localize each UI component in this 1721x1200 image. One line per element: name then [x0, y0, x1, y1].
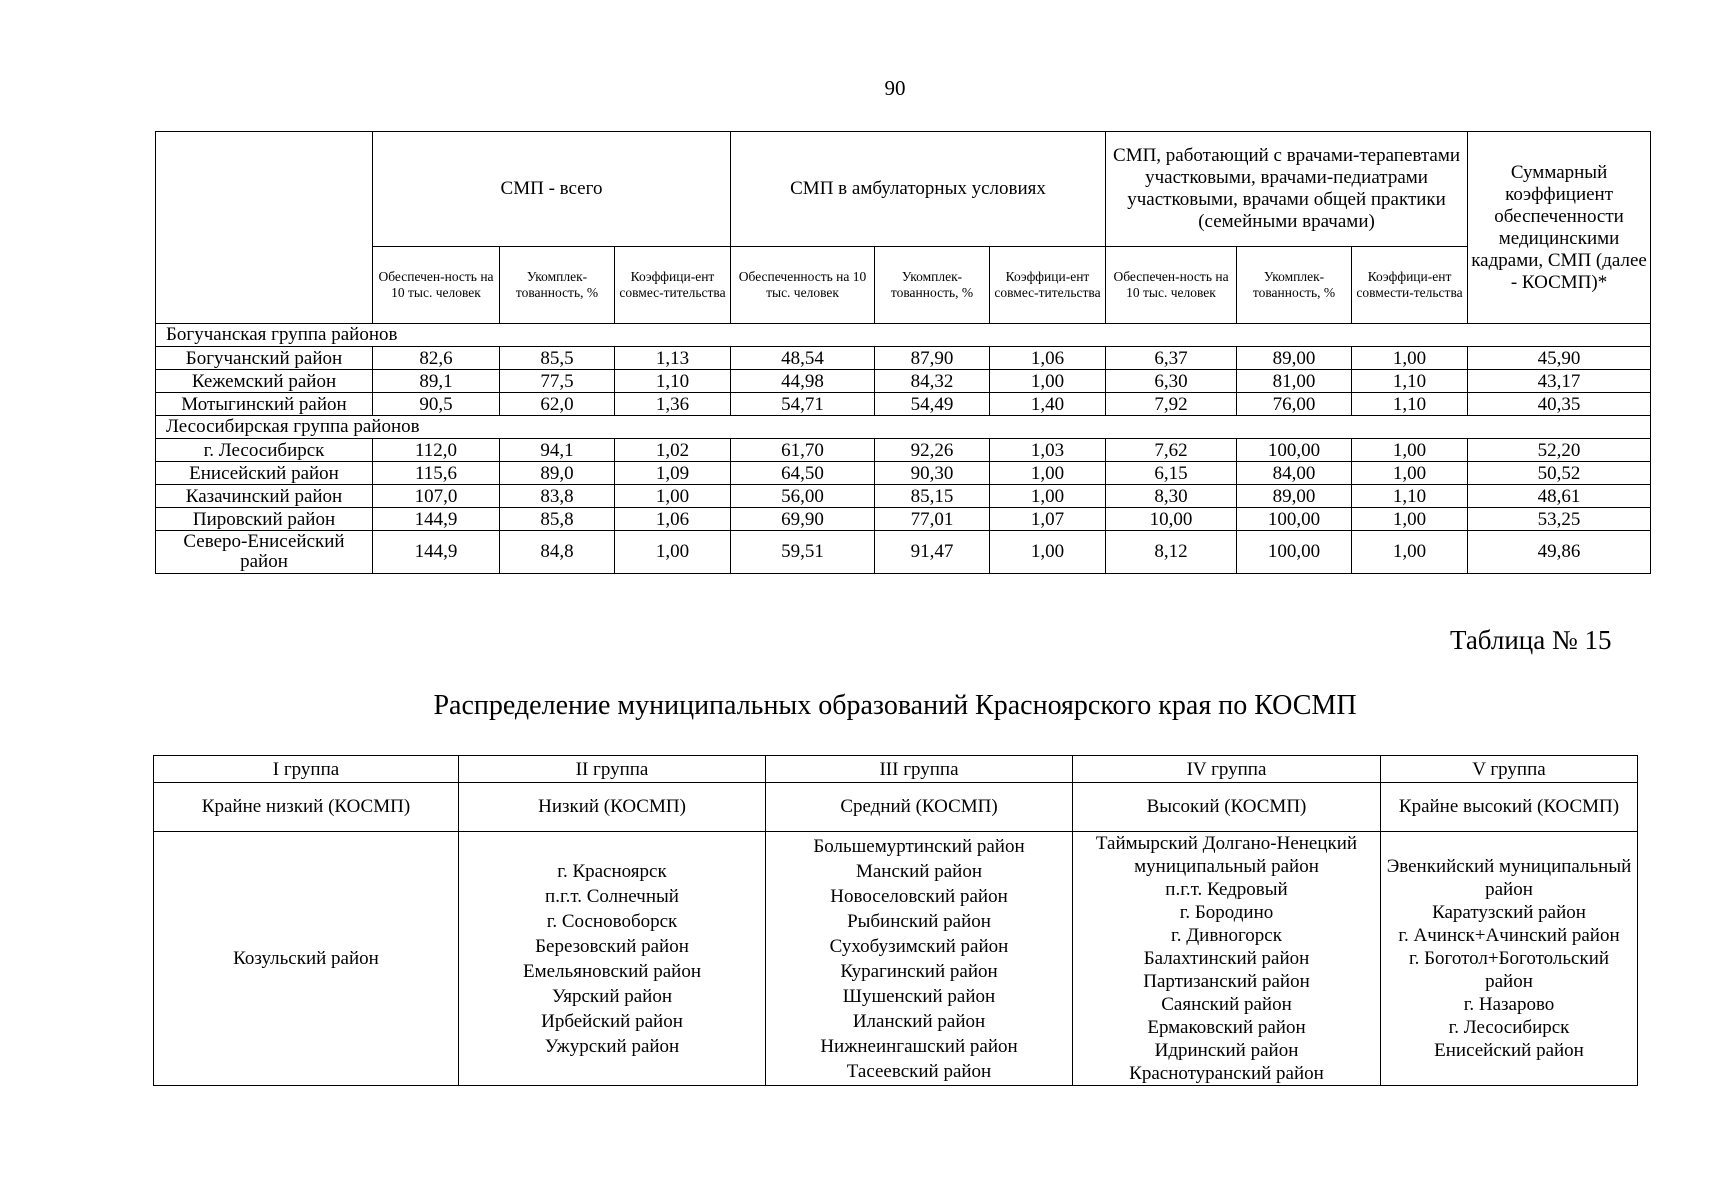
value-cell: 85,8	[500, 508, 615, 531]
district-name: Богучанский район	[156, 347, 373, 370]
value-cell: 49,86	[1468, 531, 1651, 574]
section-row	[156, 416, 1651, 439]
sub-header: Коэффици-ент совмес-тительства	[615, 247, 731, 324]
list-item: г. Назарово	[1463, 994, 1555, 1015]
value-cell: 1,09	[615, 462, 731, 485]
table-title: Распределение муниципальных образований Красноярского края по КОСМП	[433, 690, 1357, 721]
list-item: Курагинский район	[840, 960, 998, 982]
value-cell: 6,30	[1106, 370, 1237, 393]
members-row	[154, 832, 1638, 1086]
value-cell: 44,98	[731, 370, 875, 393]
district-name: Кежемский район	[156, 370, 373, 393]
member-list	[1381, 832, 1638, 1086]
value-cell: 100,00	[1237, 531, 1352, 574]
list-item: Ирбейский район	[541, 1010, 683, 1032]
value-cell: 69,90	[731, 508, 875, 531]
sub-header: Коэффици-ент совмес-тительства	[990, 247, 1106, 324]
value-cell: 89,00	[1237, 485, 1352, 508]
value-cell: 1,06	[990, 347, 1106, 370]
list-item: Манский район	[855, 860, 982, 882]
table-row	[156, 462, 1651, 485]
list-item: п.г.т. Кедровый	[1165, 879, 1288, 900]
value-cell: 115,6	[373, 462, 500, 485]
value-cell: 1,00	[615, 485, 731, 508]
value-cell: 8,12	[1106, 531, 1237, 574]
table-label: Таблица № 15	[1450, 625, 1612, 655]
value-cell: 52,20	[1468, 439, 1651, 462]
list-item: Партизанский район	[1143, 971, 1310, 992]
member-list	[459, 832, 766, 1086]
group-header: V группа	[1381, 756, 1638, 783]
value-cell: 1,00	[990, 370, 1106, 393]
district-name: г. Лесосибирск	[156, 439, 373, 462]
level-row	[154, 783, 1638, 832]
value-cell: 94,1	[500, 439, 615, 462]
value-cell: 100,00	[1237, 508, 1352, 531]
value-cell: 83,8	[500, 485, 615, 508]
table-row	[156, 531, 1651, 574]
value-cell: 8,30	[1106, 485, 1237, 508]
table-row	[156, 370, 1651, 393]
value-cell: 1,07	[990, 508, 1106, 531]
value-cell: 82,6	[373, 347, 500, 370]
level-header: Крайне низкий (КОСМП)	[154, 783, 459, 832]
value-cell: 6,37	[1106, 347, 1237, 370]
value-cell: 10,00	[1106, 508, 1237, 531]
sub-header: Обеспеченность на 10 тыс. человек	[731, 247, 875, 324]
value-cell: 61,70	[731, 439, 875, 462]
sub-header: Укомплек-тованность, %	[875, 247, 990, 324]
value-cell: 1,13	[615, 347, 731, 370]
value-cell: 59,51	[731, 531, 875, 574]
member-list	[154, 832, 459, 1086]
list-item: г. Красноярск	[557, 860, 667, 882]
list-item: Березовский район	[535, 935, 689, 957]
sub-header: Обеспечен-ность на 10 тыс. человек	[373, 247, 500, 324]
list-item: Уярский район	[551, 985, 673, 1007]
value-cell: 1,40	[990, 393, 1106, 416]
sub-header: Коэффици-ент совмести-тельства	[1352, 247, 1468, 324]
list-item: г. Лесосибирск	[1448, 1017, 1570, 1038]
group-header: IV группа	[1073, 756, 1381, 783]
list-item: п.г.т. Солнечный	[545, 885, 679, 907]
list-item: Балахтинский район	[1143, 948, 1310, 969]
list-item: Шушенский район	[842, 985, 996, 1007]
list-item: г. Боготол+Боготольский район	[1408, 948, 1610, 992]
value-cell: 1,10	[1352, 370, 1468, 393]
list-item: Краснотуранский район	[1129, 1063, 1324, 1084]
header-summary: Суммарный коэффициент обеспеченности медицинскими кадрами, СМП (далее - КОСМП)*	[1468, 132, 1651, 324]
list-item: Сухобузимский район	[829, 935, 1009, 957]
district-name: Северо-Енисейский район	[156, 531, 373, 574]
value-cell: 90,5	[373, 393, 500, 416]
list-item: Новоселовский район	[830, 885, 1008, 907]
list-item: Большемуртинский район	[813, 835, 1025, 857]
value-cell: 1,00	[615, 531, 731, 574]
page-number: 90	[884, 76, 906, 100]
district-name: Енисейский район	[156, 462, 373, 485]
group-row	[154, 756, 1638, 783]
value-cell: 43,17	[1468, 370, 1651, 393]
group-header: II группа	[459, 756, 766, 783]
level-header: Низкий (КОСМП)	[459, 783, 766, 832]
value-cell: 89,1	[373, 370, 500, 393]
value-cell: 77,5	[500, 370, 615, 393]
header-ambulatory: СМП в амбулаторных условиях	[731, 132, 1106, 247]
corner-cell	[156, 132, 373, 324]
list-item: Таймырский Долгано-Ненецкий муниципальный район	[1095, 833, 1358, 877]
value-cell: 56,00	[731, 485, 875, 508]
value-cell: 84,00	[1237, 462, 1352, 485]
value-cell: 1,03	[990, 439, 1106, 462]
header-district: СМП, работающий с врачами-терапевтами участковыми, врачами-педиатрами участковыми, врачами общей практики (семейными врачами)	[1106, 132, 1468, 247]
value-cell: 7,92	[1106, 393, 1237, 416]
list-item: Тасеевский район	[846, 1060, 992, 1082]
value-cell: 76,00	[1237, 393, 1352, 416]
list-item: г. Дивногорск	[1171, 925, 1282, 946]
list-item: Емельяновский район	[523, 960, 701, 982]
value-cell: 54,49	[875, 393, 990, 416]
header-total: СМП - всего	[373, 132, 731, 247]
section-title: Лесосибирская группа районов	[156, 416, 1651, 439]
value-cell: 91,47	[875, 531, 990, 574]
list-item: г. Сосновоборск	[546, 910, 678, 932]
member-list	[1073, 832, 1381, 1086]
list-item: Рыбинский район	[847, 910, 991, 932]
value-cell: 144,9	[373, 531, 500, 574]
district-name: Казачинский район	[156, 485, 373, 508]
section-row	[156, 324, 1651, 347]
value-cell: 1,00	[1352, 531, 1468, 574]
value-cell: 1,06	[615, 508, 731, 531]
list-item: Идринский район	[1154, 1040, 1299, 1061]
value-cell: 84,8	[500, 531, 615, 574]
list-item: Каратузский район	[1432, 902, 1586, 923]
sub-header-row	[156, 247, 1651, 324]
group-header: III группа	[766, 756, 1073, 783]
level-header: Средний (КОСМП)	[766, 783, 1073, 832]
value-cell: 1,10	[1352, 485, 1468, 508]
value-cell: 107,0	[373, 485, 500, 508]
value-cell: 50,52	[1468, 462, 1651, 485]
value-cell: 87,90	[875, 347, 990, 370]
value-cell: 1,00	[1352, 462, 1468, 485]
value-cell: 100,00	[1237, 439, 1352, 462]
value-cell: 53,25	[1468, 508, 1651, 531]
list-item: г. Бородино	[1179, 902, 1274, 923]
list-item: Козульский район	[233, 948, 379, 969]
value-cell: 1,00	[990, 485, 1106, 508]
list-item: Ужурский район	[544, 1035, 680, 1057]
value-cell: 1,00	[990, 462, 1106, 485]
value-cell: 81,00	[1237, 370, 1352, 393]
value-cell: 77,01	[875, 508, 990, 531]
value-cell: 62,0	[500, 393, 615, 416]
district-name: Пировский район	[156, 508, 373, 531]
value-cell: 1,00	[990, 531, 1106, 574]
value-cell: 89,00	[1237, 347, 1352, 370]
staffing-table	[155, 131, 1651, 574]
value-cell: 1,00	[1352, 347, 1468, 370]
value-cell: 90,30	[875, 462, 990, 485]
list-item: Саянский район	[1161, 994, 1292, 1015]
member-list	[766, 832, 1073, 1086]
distribution-table	[153, 755, 1638, 1086]
value-cell: 6,15	[1106, 462, 1237, 485]
value-cell: 112,0	[373, 439, 500, 462]
value-cell: 48,61	[1468, 485, 1651, 508]
value-cell: 1,02	[615, 439, 731, 462]
value-cell: 1,10	[1352, 393, 1468, 416]
list-item: Нижнеингашский район	[820, 1035, 1018, 1057]
list-item: г. Ачинск+Ачинский район	[1398, 925, 1620, 946]
value-cell: 84,32	[875, 370, 990, 393]
value-cell: 85,5	[500, 347, 615, 370]
value-cell: 1,00	[1352, 439, 1468, 462]
value-cell: 48,54	[731, 347, 875, 370]
sub-header: Укомплек-тованность, %	[1237, 247, 1352, 324]
level-header: Крайне высокий (КОСМП)	[1381, 783, 1638, 832]
table-row	[156, 393, 1651, 416]
group-header: I группа	[154, 756, 459, 783]
list-item: Енисейский район	[1434, 1040, 1584, 1061]
section-title: Богучанская группа районов	[156, 324, 1651, 347]
list-item: Эвенкийский муниципальный район	[1386, 856, 1632, 900]
list-item: Ермаковский район	[1147, 1017, 1306, 1038]
district-name: Мотыгинский район	[156, 393, 373, 416]
value-cell: 1,36	[615, 393, 731, 416]
level-header: Высокий (КОСМП)	[1073, 783, 1381, 832]
value-cell: 40,35	[1468, 393, 1651, 416]
value-cell: 1,10	[615, 370, 731, 393]
value-cell: 85,15	[875, 485, 990, 508]
table-row	[156, 439, 1651, 462]
value-cell: 7,62	[1106, 439, 1237, 462]
table-row	[156, 485, 1651, 508]
value-cell: 144,9	[373, 508, 500, 531]
table-row	[156, 347, 1651, 370]
value-cell: 92,26	[875, 439, 990, 462]
sub-header: Укомплек-тованность, %	[500, 247, 615, 324]
table-row	[156, 508, 1651, 531]
value-cell: 89,0	[500, 462, 615, 485]
value-cell: 54,71	[731, 393, 875, 416]
list-item: Иланский район	[852, 1010, 986, 1032]
value-cell: 64,50	[731, 462, 875, 485]
sub-header: Обеспечен-ность на 10 тыс. человек	[1106, 247, 1237, 324]
group-header-row	[156, 132, 1651, 247]
value-cell: 45,90	[1468, 347, 1651, 370]
value-cell: 1,00	[1352, 508, 1468, 531]
